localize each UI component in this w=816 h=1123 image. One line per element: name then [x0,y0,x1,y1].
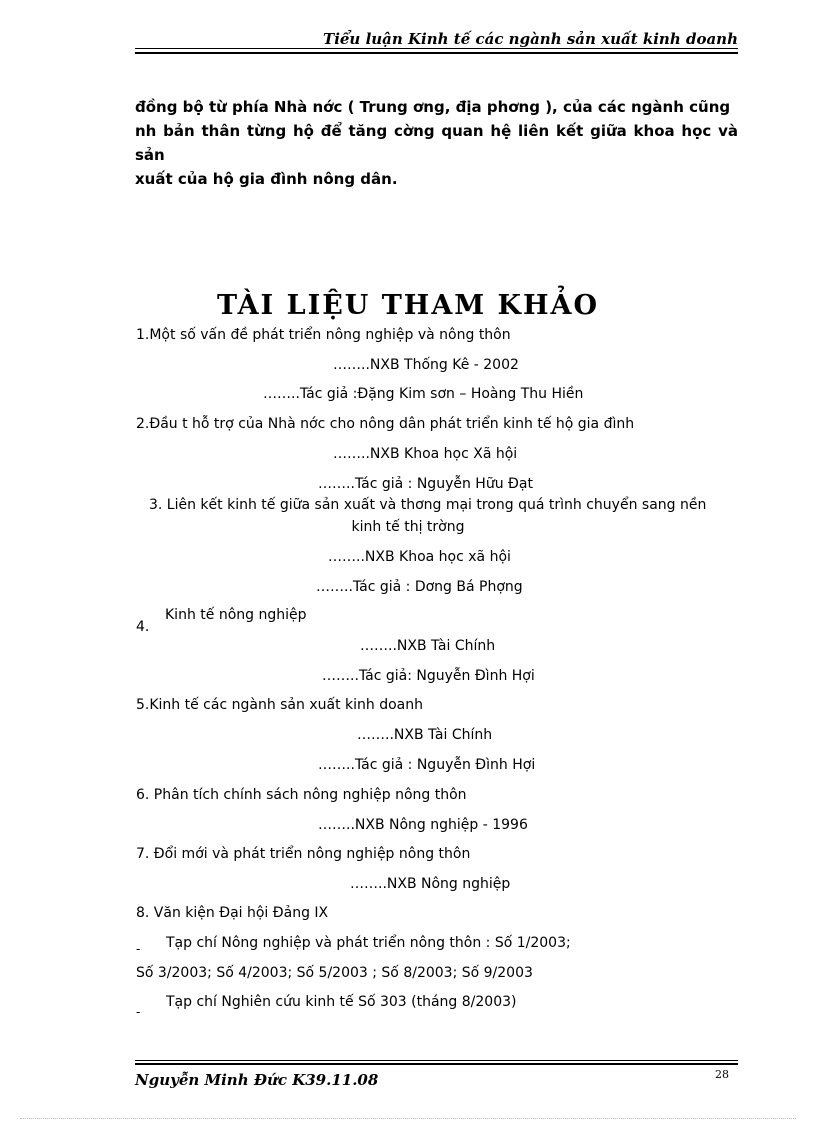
reference-item: Tạp chí Nông nghiệp và phát triển nông thôn : Số 1/2003; [166,935,571,951]
intro-paragraph [135,95,738,191]
page-edge-dotted-line [20,1118,796,1119]
reference-publisher: ……..NXB Thống Kê - 2002 [333,357,519,373]
footer-rule-bottom [135,1063,738,1065]
reference-author: ……..Tác giả : Nguyễn Đình Hợi [318,757,536,773]
reference-item-continued: Số 3/2003; Số 4/2003; Số 5/2003 ; Số 8/2003; Số 9/2003 [136,965,533,981]
reference-publisher: ……..NXB Tài Chính [360,638,496,654]
intro-line: đồng bộ từ phía Nhà nớc ( Trung ơng, địa phơng ), của các ngành cũng [135,98,731,116]
references-title: TÀI LIỆU THAM KHẢO [216,290,600,321]
page-number: 28 [715,1068,729,1081]
reference-item: Kinh tế nông nghiệp [165,607,307,623]
reference-item: 6. Phân tích chính sách nông nghiệp nông thôn [136,787,467,803]
reference-author: ……..Tác giả : Dơng Bá Phợng [316,579,523,595]
reference-item-continued: kinh tế thị trờng [351,519,465,535]
reference-publisher: ……..NXB Tài Chính [357,727,493,743]
header-rule-top [135,48,738,49]
reference-author: ……..Tác giả : Nguyễn Hữu Đạt [318,476,533,492]
intro-line: nh bản thân từng hộ để tăng cờng quan hệ liên kết giữa khoa học và sản [135,122,738,164]
header-title: Tiểu luận Kinh tế các ngành sản xuất kinh doanh [323,30,738,48]
reference-item: 3. Liên kết kinh tế giữa sản xuất và thơng mại trong quá trình chuyển sang nền [149,497,707,513]
reference-number: 4. [136,619,150,635]
header-rule-bottom [135,52,738,54]
reference-item: 1.Một số vấn đề phát triển nông nghiệp và nông thôn [136,327,511,343]
reference-publisher: ……..NXB Khoa học xã hội [328,549,511,565]
reference-item: Tạp chí Nghiên cứu kinh tế Số 303 (tháng 8/2003) [166,994,517,1010]
footer-rule-top [135,1060,738,1061]
reference-item: 5.Kinh tế các ngành sản xuất kinh doanh [136,697,423,713]
reference-item: 7. Đổi mới và phát triển nông nghiệp nông thôn [136,846,471,862]
reference-author: ……..Tác giả :Đặng Kim sơn – Hoàng Thu Hiền [263,386,584,402]
footer-author: Nguyễn Minh Đức K39.11.08 [135,1071,379,1089]
reference-publisher: ……..NXB Nông nghiệp - 1996 [318,817,528,833]
bullet-dash: - [136,1005,141,1019]
reference-item: 8. Văn kiện Đại hội Đảng IX [136,905,329,921]
reference-publisher: ……..NXB Khoa học Xã hội [333,446,518,462]
bullet-dash: - [136,942,141,956]
reference-publisher: ……..NXB Nông nghiệp [350,876,511,892]
reference-author: ……..Tác giả: Nguyễn Đình Hợi [322,668,535,684]
reference-item: 2.Đầu t hỗ trợ của Nhà nớc cho nông dân phát triển kinh tế hộ gia đình [136,416,635,432]
intro-line: xuất của hộ gia đình nông dân. [135,170,398,188]
